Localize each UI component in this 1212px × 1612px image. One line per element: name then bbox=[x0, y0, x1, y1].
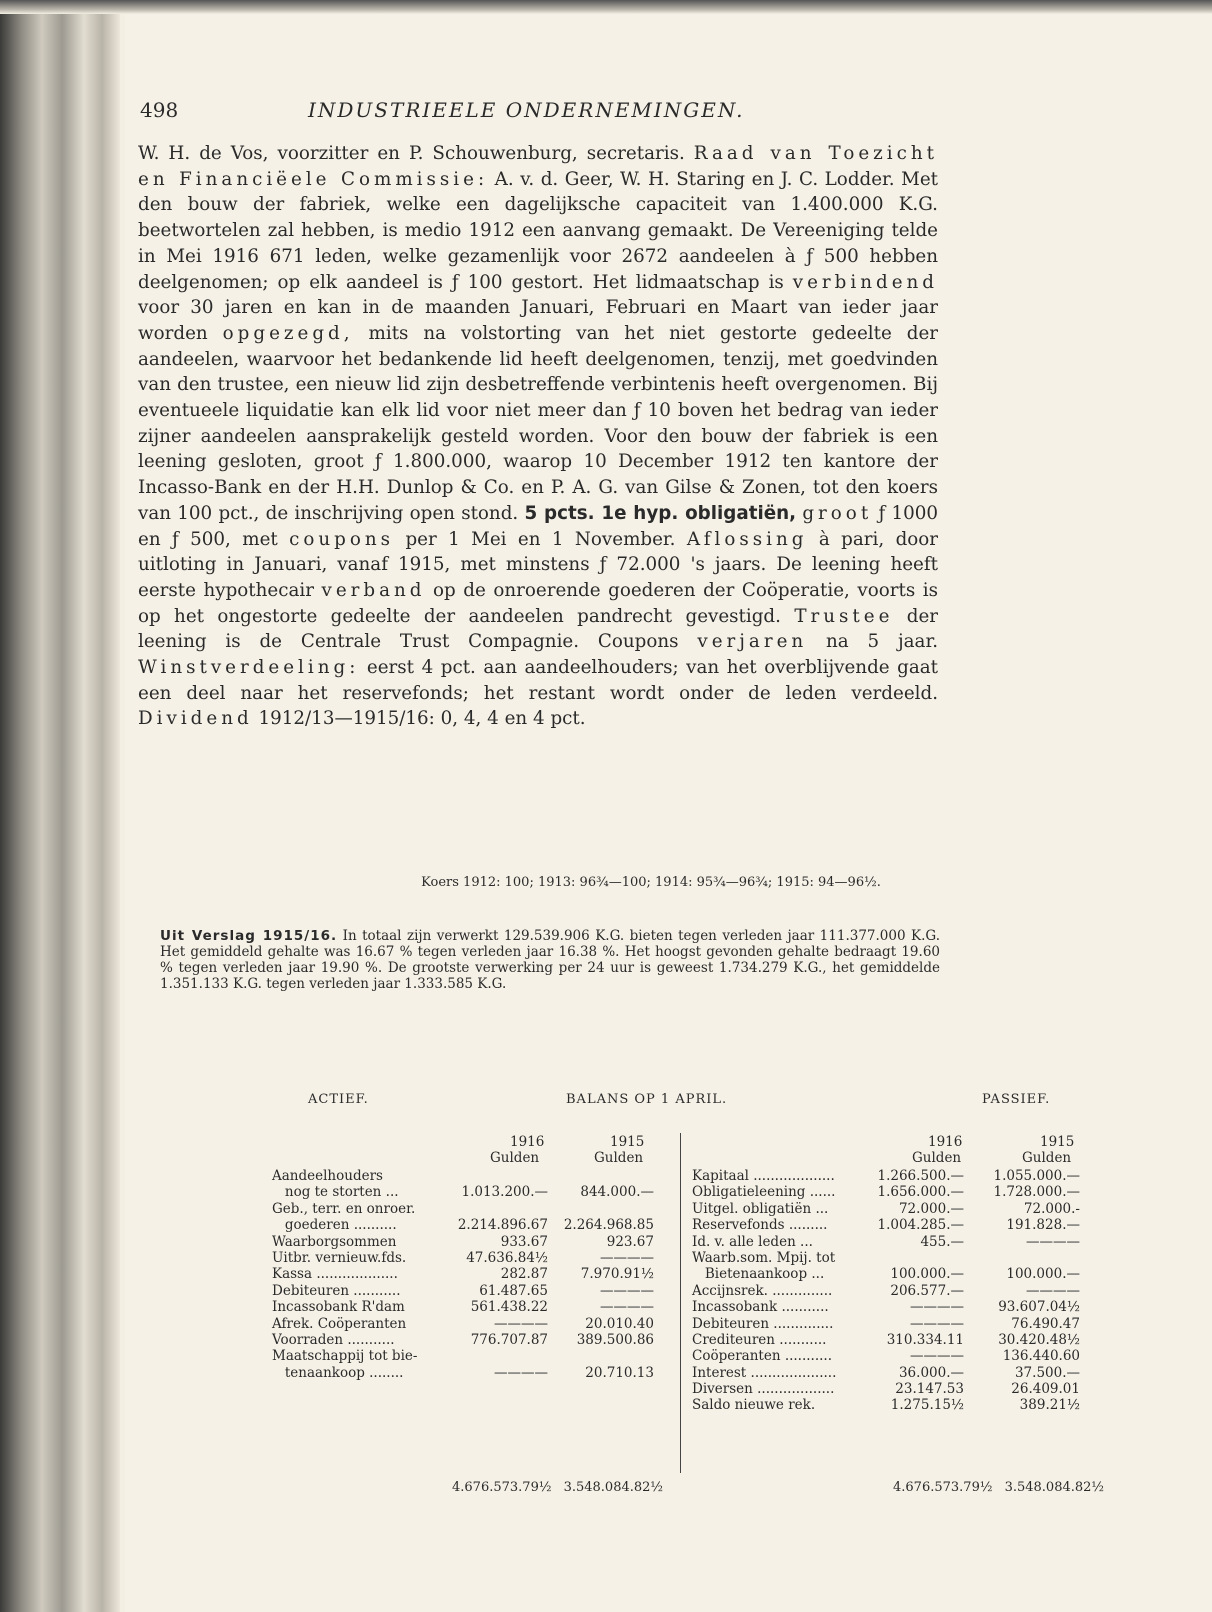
spaced-term: coupons bbox=[289, 528, 395, 550]
text-span: der leening is de Centrale Trust Compagnie. Coupons bbox=[138, 605, 939, 653]
text-span: mits na volstorting van het niet gestorte gedeelte der aandeelen, waarvoor het bedankende lid heeft deelgenomen, tenzij, met goedvinden van den trustee, een nieuw lid zijn desbetreffende verbintenis heeft overgenomen. Bij eventueele liquidatie kan elk lid voor niet meer dan ƒ 10 boven het bedrag van ieder zijner aandeelen aansprakelijk gesteld worden. Voor den bouw der fabriek is een leening gesloten, groot ƒ 1.800.000, waarop 10 December 1912 ten kantore der Incasso-Bank en der H.H. Dunlop & Co. en P. A. G. van Gilse & Zonen, tot den koers van 100 pct., de inschrijving open stond. bbox=[138, 322, 939, 524]
table-row bbox=[692, 1217, 1112, 1233]
row-label: Incassobank R'dam bbox=[272, 1299, 405, 1316]
year-header: 1916 bbox=[510, 1134, 545, 1150]
value-1915: 389.21½ bbox=[1019, 1397, 1080, 1414]
spaced-term: verjaren bbox=[697, 631, 808, 653]
row-label: Saldo nieuwe rek. bbox=[692, 1397, 816, 1414]
value-1915: 136.440.60 bbox=[1002, 1348, 1080, 1365]
value-1915: ———— bbox=[1026, 1233, 1080, 1250]
value-1916: 1.656.000.— bbox=[877, 1184, 964, 1201]
value-1915: 2.264.968.85 bbox=[563, 1217, 654, 1234]
text-span: na 5 jaar. bbox=[826, 631, 938, 653]
spaced-term: opgezegd, bbox=[222, 322, 354, 344]
value-1916: 2.214.896.67 bbox=[457, 1217, 548, 1234]
table-row bbox=[272, 1184, 672, 1200]
value-1916: ———— bbox=[910, 1348, 964, 1365]
text-span: A. v. d. Geer, W. H. Staring en J. C. Lodder. Met den bouw der fabriek, welke een dagelijksche capaciteit van 1.400.000 K.G. beetwortelen zal hebben, is medio 1912 een aanvang gemaakt. De Vereeniging telde in Mei 1916 671 leden, welke gezamenlijk voor 2672 aandeelen à ƒ 500 hebben deelgenomen; op elk aandeel is ƒ 100 gestort. Het lidmaatschap is bbox=[138, 168, 938, 293]
value-1916: 455.— bbox=[920, 1233, 964, 1250]
year-header: 1916 bbox=[928, 1134, 963, 1150]
row-label: Maatschappij tot bie- bbox=[272, 1348, 418, 1365]
table-row bbox=[272, 1217, 672, 1233]
year-header: 1915 bbox=[610, 1134, 645, 1150]
spaced-term: Trustee bbox=[794, 605, 894, 627]
page-number: 498 bbox=[140, 98, 179, 122]
verslag-label: Uit Verslag 1915/16. bbox=[160, 928, 338, 944]
value-1916: 1.275.15½ bbox=[890, 1397, 964, 1414]
table-row bbox=[692, 1348, 1112, 1364]
passief-total-1916: 4.676.573.79½ bbox=[893, 1480, 993, 1495]
passief-column-headers bbox=[900, 1134, 1110, 1167]
value-1916: 47.636.84½ bbox=[466, 1249, 548, 1266]
table-row bbox=[692, 1234, 1112, 1250]
text-span: voor 30 jaren en kan in de maanden Januari, Februari en Maart van ieder jaar worden bbox=[138, 297, 938, 344]
value-1915: 389.500.86 bbox=[576, 1331, 654, 1348]
passief-total-1915: 3.548.084.82½ bbox=[1004, 1480, 1105, 1495]
table-row bbox=[692, 1250, 1112, 1266]
value-1916: ———— bbox=[494, 1315, 548, 1332]
table-row bbox=[692, 1184, 1112, 1200]
value-1916: 36.000.— bbox=[898, 1364, 964, 1381]
value-1915: 100.000.— bbox=[1006, 1266, 1080, 1283]
row-label: Kassa ................... bbox=[272, 1266, 398, 1283]
value-1916: 61.487.65 bbox=[479, 1282, 548, 1299]
value-1916: 1.013.200.— bbox=[461, 1184, 548, 1201]
row-label: Bietenaankoop ... bbox=[692, 1266, 825, 1283]
value-1915: 844.000.— bbox=[580, 1184, 654, 1201]
table-row bbox=[272, 1348, 672, 1364]
row-label: Reservefonds ......... bbox=[692, 1217, 828, 1234]
spaced-term: Winstverdeeling: bbox=[138, 657, 360, 679]
unit-header: Gulden bbox=[912, 1150, 962, 1167]
spaced-term: groot bbox=[802, 502, 873, 524]
value-1916: ———— bbox=[910, 1299, 964, 1316]
value-1915: 72.000.- bbox=[1023, 1200, 1080, 1217]
value-1915: 26.409.01 bbox=[1011, 1381, 1080, 1398]
text-span: 1912/13—1915/16: 0, 4, 4 en 4 pct. bbox=[258, 708, 586, 730]
row-label: Waarborgsommen bbox=[272, 1233, 397, 1250]
row-label: Incassobank ........... bbox=[692, 1299, 829, 1316]
value-1915: 1.055.000.— bbox=[993, 1168, 1080, 1184]
row-label: Accijnsrek. .............. bbox=[692, 1282, 833, 1299]
table-row bbox=[272, 1266, 672, 1282]
page-top-edge bbox=[0, 0, 1212, 14]
passief-table bbox=[692, 1168, 1112, 1414]
value-1916: 72.000.— bbox=[898, 1200, 964, 1217]
bond-heading: 5 pcts. 1e hyp. obligatiën, bbox=[524, 502, 797, 524]
text-span: W. H. de Vos, voorzitter en P. Schouwenburg, secretaris. bbox=[138, 143, 685, 164]
value-1916: 1.004.285.— bbox=[877, 1217, 964, 1234]
value-1915: ———— bbox=[600, 1282, 654, 1299]
body-text bbox=[138, 141, 938, 732]
table-row bbox=[272, 1316, 672, 1332]
unit-header: Gulden bbox=[490, 1150, 540, 1167]
value-1916: 776.707.87 bbox=[470, 1331, 548, 1348]
table-row bbox=[272, 1201, 672, 1217]
value-1915: 191.828.— bbox=[1006, 1217, 1080, 1234]
text-span: ƒ 1000 en ƒ 500, met bbox=[138, 502, 939, 550]
text-span: eerst 4 pct. aan aandeelhouders; van het overblijvende gaat een deel naar het reservefonds; het restant wordt onder de leden verdeeld. bbox=[138, 657, 938, 704]
value-1916: 933.67 bbox=[500, 1233, 548, 1250]
row-label: Voorraden ........... bbox=[272, 1331, 395, 1348]
value-1916: 206.577.— bbox=[890, 1282, 964, 1299]
value-1915: 1.728.000.— bbox=[993, 1184, 1080, 1201]
text-span: à pari, door uitloting in Januari, vanaf 1915, met minstens ƒ 72.000 's jaars. De leening heeft eerste hypothecair bbox=[138, 528, 939, 601]
value-1916: 282.87 bbox=[500, 1266, 548, 1283]
row-label: Obligatieleening ...... bbox=[692, 1184, 836, 1201]
verslag-text: In totaal zijn verwerkt 129.539.906 K.G. bieten tegen verleden jaar 111.377.000 K.G. Het gemiddeld gehalte was 16.67 % tegen verleden jaar 16.38 %. Het hoogst gevonden gehalte bedraagt 19.60 % tegen verleden jaar 19.90 %. De grootste verwerking per 24 uur is geweest 1.734.279 K.G., het gemiddelde 1.351.133 K.G. tegen verleden jaar 1.333.585 K.G. bbox=[160, 928, 940, 992]
column-divider bbox=[680, 1133, 681, 1473]
actief-total-1916: 4.676.573.79½ bbox=[452, 1480, 552, 1495]
table-row bbox=[692, 1381, 1112, 1397]
value-1916: 100.000.— bbox=[890, 1266, 964, 1283]
table-row bbox=[692, 1266, 1112, 1282]
actief-table bbox=[272, 1168, 672, 1381]
row-label: Debiteuren .............. bbox=[692, 1315, 834, 1332]
table-row bbox=[692, 1299, 1112, 1315]
table-row bbox=[692, 1201, 1112, 1217]
table-row bbox=[272, 1332, 672, 1348]
spaced-term: Aflossing bbox=[686, 528, 808, 550]
row-label: Debiteuren ........... bbox=[272, 1282, 401, 1299]
koers-line: Koers 1912: 100; 1913: 96¾—100; 1914: 95¾—96¾; 1915: 94—96½. bbox=[421, 875, 881, 890]
value-1916: ———— bbox=[910, 1315, 964, 1332]
row-label: Uitgel. obligatiën ... bbox=[692, 1200, 829, 1217]
main-paragraph bbox=[138, 141, 938, 732]
year-header: 1915 bbox=[1040, 1134, 1075, 1150]
value-1915: 20.710.13 bbox=[585, 1364, 654, 1381]
value-1916: 561.438.22 bbox=[470, 1299, 548, 1316]
actief-label: ACTIEF. bbox=[308, 1092, 369, 1107]
value-1915: ———— bbox=[600, 1299, 654, 1316]
text-span: per 1 Mei en 1 November. bbox=[405, 528, 676, 550]
book-binding-edge bbox=[0, 0, 120, 1612]
value-1916: 1.266.500.— bbox=[877, 1168, 964, 1184]
table-row bbox=[272, 1299, 672, 1315]
unit-header: Gulden bbox=[594, 1150, 644, 1167]
table-row bbox=[272, 1283, 672, 1299]
value-1915: 7.970.91½ bbox=[580, 1266, 654, 1283]
row-label: Geb., terr. en onroer. bbox=[272, 1200, 416, 1217]
table-row bbox=[692, 1365, 1112, 1381]
value-1915: ———— bbox=[600, 1249, 654, 1266]
value-1916: ———— bbox=[494, 1364, 548, 1381]
row-label: Interest .................... bbox=[692, 1364, 837, 1381]
row-label: Coöperanten ........... bbox=[692, 1348, 833, 1365]
balance-title: BALANS OP 1 APRIL. bbox=[566, 1092, 728, 1107]
value-1915: 76.490.47 bbox=[1011, 1315, 1080, 1332]
value-1915: 20.010.40 bbox=[585, 1315, 654, 1332]
value-1915: 37.500.— bbox=[1014, 1364, 1080, 1381]
actief-totals bbox=[452, 1480, 663, 1495]
row-label: tenaankoop ........ bbox=[272, 1364, 404, 1381]
value-1916: 310.334.11 bbox=[886, 1331, 964, 1348]
row-label: Afrek. Coöperanten bbox=[272, 1315, 407, 1332]
verslag-paragraph bbox=[160, 928, 940, 992]
table-row bbox=[692, 1316, 1112, 1332]
value-1915: 923.67 bbox=[606, 1233, 654, 1250]
spaced-term: verband bbox=[321, 579, 426, 601]
unit-header: Gulden bbox=[1022, 1150, 1072, 1167]
row-label: Crediteuren ........... bbox=[692, 1331, 827, 1348]
row-label: Uitbr. vernieuw.fds. bbox=[272, 1249, 407, 1266]
table-row bbox=[692, 1283, 1112, 1299]
passief-totals bbox=[893, 1480, 1104, 1495]
value-1915: 93.607.04½ bbox=[998, 1299, 1080, 1316]
text-span: op de onroerende goederen der Coöperatie, voorts is op het ongestorte gedeelte der aandeelen pandrecht gevestigd. bbox=[138, 579, 939, 627]
row-label: Id. v. alle leden ... bbox=[692, 1233, 813, 1250]
row-label: Waarb.som. Mpij. tot bbox=[692, 1249, 836, 1266]
table-row bbox=[272, 1365, 672, 1381]
value-1916: 23.147.53 bbox=[895, 1381, 964, 1398]
actief-column-headers bbox=[470, 1134, 670, 1167]
actief-total-1915: 3.548.084.82½ bbox=[563, 1480, 664, 1495]
spaced-term: verbindend bbox=[792, 271, 938, 293]
passief-label: PASSIEF. bbox=[982, 1092, 1051, 1107]
spaced-term: Raad van Toezicht en Financiëele Commissie: bbox=[138, 143, 938, 190]
spaced-term: Dividend bbox=[138, 708, 253, 730]
row-label: Aandeelhouders bbox=[272, 1168, 383, 1184]
row-label: goederen .......... bbox=[272, 1217, 397, 1234]
running-title: INDUSTRIEELE ONDERNEMINGEN. bbox=[308, 98, 745, 122]
table-row bbox=[692, 1397, 1112, 1413]
value-1915: ———— bbox=[1026, 1282, 1080, 1299]
value-1915: 30.420.48½ bbox=[998, 1331, 1080, 1348]
table-row bbox=[272, 1168, 672, 1184]
table-row bbox=[692, 1332, 1112, 1348]
row-label: Diversen .................. bbox=[692, 1381, 835, 1398]
table-row bbox=[692, 1168, 1112, 1184]
row-label: nog te storten ... bbox=[272, 1184, 399, 1201]
row-label: Kapitaal ................... bbox=[692, 1168, 835, 1184]
table-row bbox=[272, 1234, 672, 1250]
table-row bbox=[272, 1250, 672, 1266]
